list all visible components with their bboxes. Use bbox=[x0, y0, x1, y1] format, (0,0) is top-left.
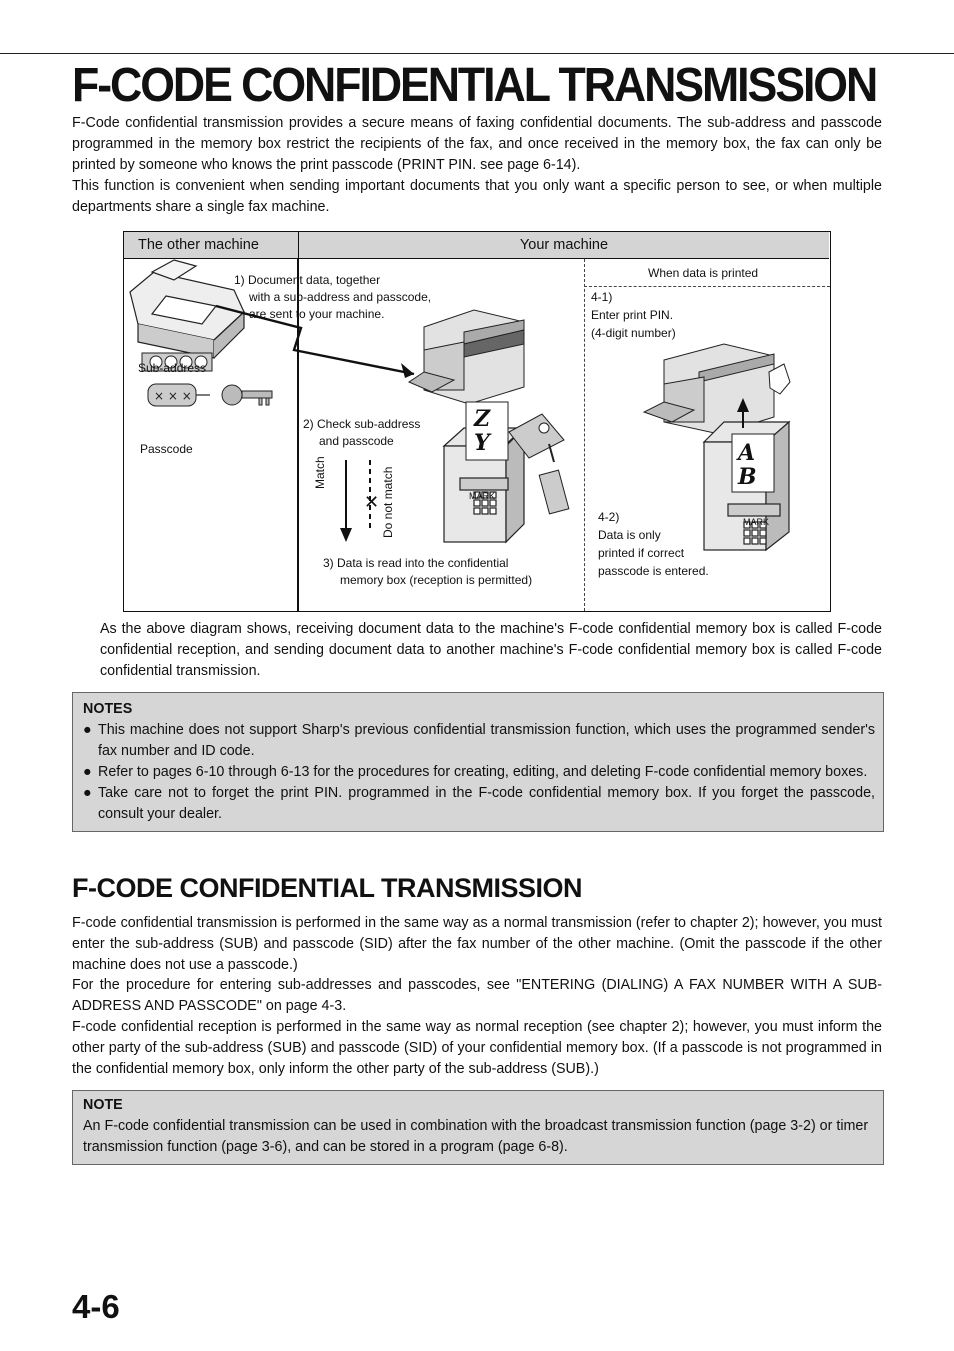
mark-label-center: MARK bbox=[469, 491, 496, 501]
notes-box bbox=[72, 692, 884, 832]
svg-text:Z: Z bbox=[474, 406, 491, 432]
printing-copier-icon bbox=[644, 344, 774, 434]
section-paragraph-3: F-code confidential reception is performed in the same way as normal reception (see chapter 2); however, you must inform the other party of the sub-address (SUB) and passcode (SID) of your confidential memory box. (If a passcode is not programmed in the confidential memory box, only inform the other party of the sub-address (SUB).) bbox=[72, 1019, 882, 1077]
bullet-icon: ● bbox=[83, 785, 92, 801]
label-sub-address: Sub-address bbox=[138, 361, 207, 375]
header-other-machine: The other machine bbox=[124, 232, 299, 259]
step1-line1: 1) Document data, together bbox=[234, 273, 381, 287]
step3-line1: 3) Data is read into the confidential bbox=[323, 556, 509, 570]
intro-paragraph-1: F-Code confidential transmission provides a secure means of faxing confidential documents. The sub-address and passcode programmed in the memory box restrict the recipients of the fax, and once received in the memory box, the fax can only be printed by someone who knows the print passcode (PRINT PIN. see page 6-14). bbox=[72, 115, 882, 173]
label-passcode: Passcode bbox=[140, 442, 193, 456]
section-paragraph-2: For the procedure for entering sub-addresses and passcodes, see "ENTERING (DIALING) A FAX NUMBER WITH A SUB-ADDRESS AND PASSCODE" on page 4-3. bbox=[72, 977, 882, 1014]
step2-line1: 2) Check sub-address bbox=[303, 417, 421, 431]
section-title: F-CODE CONFIDENTIAL TRANSMISSION bbox=[72, 873, 582, 903]
page-title: F-CODE CONFIDENTIAL TRANSMISSION bbox=[72, 59, 877, 112]
step41-line1: 4-1) bbox=[591, 290, 613, 304]
note-item bbox=[83, 783, 875, 825]
fcode-diagram bbox=[123, 231, 831, 612]
bullet-icon: ● bbox=[83, 764, 92, 780]
intro-paragraph-2: This function is convenient when sending important documents that you only want a specific person to see, or when multiple departments share a single fax machine. bbox=[72, 178, 882, 215]
note-text: Refer to pages 6-10 through 6-13 for the procedures for creating, editing, and deleting F-code confidential memory boxes. bbox=[98, 764, 868, 780]
step42-line1: 4-2) bbox=[598, 510, 620, 524]
note-text: This machine does not support Sharp's previous confidential transmission function, which uses the programmed sender's fax number and ID code. bbox=[98, 722, 875, 759]
step2-line2: and passcode bbox=[319, 434, 394, 448]
note-text: An F-code confidential transmission can be used in combination with the broadcast transmission function (page 3-2) or timer transmission function (page 3-6), and can be stored in a program (page 6-8). bbox=[83, 1118, 869, 1155]
svg-text:B: B bbox=[738, 464, 757, 490]
top-rule bbox=[0, 53, 954, 54]
step1-line3: are sent to your machine. bbox=[249, 307, 385, 321]
note-heading: NOTE bbox=[83, 1097, 123, 1113]
note-box bbox=[72, 1090, 884, 1165]
step3-line2: memory box (reception is permitted) bbox=[340, 573, 533, 587]
passcode-fob bbox=[539, 470, 569, 514]
step1-line2: with a sub-address and passcode, bbox=[249, 290, 432, 304]
bullet-icon: ● bbox=[83, 722, 92, 738]
svg-text:A: A bbox=[738, 440, 756, 466]
svg-text:✕: ✕ bbox=[364, 492, 380, 513]
label-do-not-match: Do not match bbox=[381, 466, 395, 538]
mark-label-right: MARK bbox=[743, 517, 770, 527]
header-your-machine: Your machine bbox=[299, 232, 829, 259]
note-item bbox=[83, 762, 875, 783]
notes-heading: NOTES bbox=[83, 701, 133, 717]
match-arrow bbox=[340, 528, 352, 542]
label-match: Match bbox=[313, 456, 327, 489]
receiving-copier-icon bbox=[409, 310, 524, 404]
svg-text:× × ×: × × × bbox=[154, 389, 192, 403]
note-text: Take care not to forget the print PIN. programmed in the F-code confidential memory box. If you forget the passcode, consult your dealer. bbox=[98, 785, 875, 822]
svg-text:Y: Y bbox=[474, 430, 490, 456]
section-paragraph-1: F-code confidential transmission is performed in the same way as a normal transmission (refer to chapter 2); however, you must enter the sub-address (SUB) and passcode (SID) after the fax number of the other machine. (Omit the passcode if the other machine does not use a passcode.) bbox=[72, 915, 882, 973]
diagram-caption: As the above diagram shows, receiving document data to the machine's F-code confidential memory box is called F-code confidential reception, and sending document data to another machine's F-code confidential memory box is called F-code confidential transmission. bbox=[100, 621, 882, 679]
note-item bbox=[83, 720, 875, 762]
step42-line3: printed if correct bbox=[598, 546, 685, 560]
step41-line3: (4-digit number) bbox=[591, 326, 676, 340]
label-when-printed: When data is printed bbox=[648, 266, 759, 280]
page-number: 4-6 bbox=[72, 1288, 120, 1325]
step41-line2: Enter print PIN. bbox=[591, 308, 674, 322]
step42-line4: passcode is entered. bbox=[598, 564, 709, 578]
key-icon bbox=[222, 385, 272, 405]
step42-line2: Data is only bbox=[598, 528, 661, 542]
